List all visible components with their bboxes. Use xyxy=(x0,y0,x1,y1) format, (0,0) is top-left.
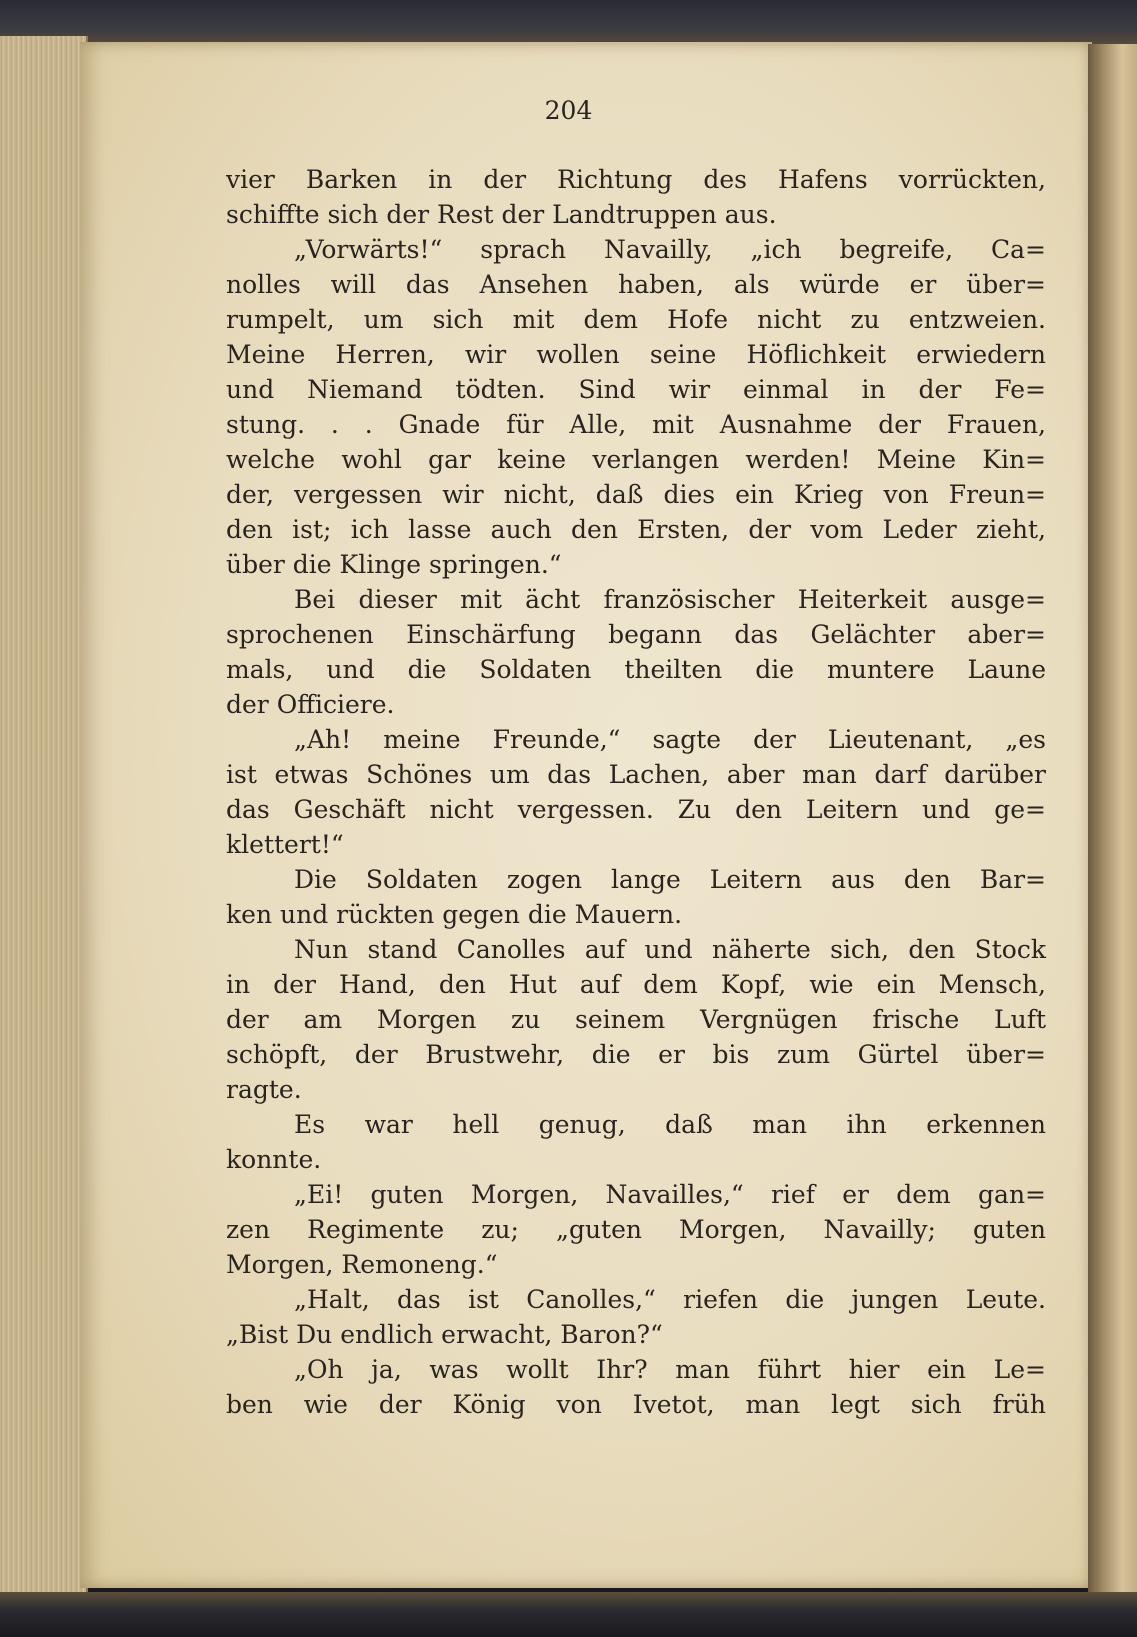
text-line: in der Hand, den Hut auf dem Kopf, wie ein Mensch, xyxy=(226,970,1046,999)
text-line: über die Klinge springen.“ xyxy=(226,550,562,579)
text-line: nolles will das Ansehen haben, als würde er über= xyxy=(226,270,1046,299)
text-line: sprochenen Einschärfung begann das Gelächter aber= xyxy=(226,620,1046,649)
text-line: stung. . . Gnade für Alle, mit Ausnahme der Frauen, xyxy=(226,410,1046,439)
text-line: Die Soldaten zogen lange Leitern aus den Bar= xyxy=(294,865,1046,894)
text-line: Bei dieser mit ächt französischer Heiterkeit ausge= xyxy=(294,585,1046,614)
text-line: der am Morgen zu seinem Vergnügen frische Luft xyxy=(226,1005,1046,1034)
text-line: und Niemand tödten. Sind wir einmal in der Fe= xyxy=(226,375,1046,404)
text-line: klettert!“ xyxy=(226,830,344,859)
text-line: zen Regimente zu; „guten Morgen, Navailly; guten xyxy=(226,1215,1046,1244)
book-bottom-edge xyxy=(0,1592,1137,1637)
text-line: Meine Herren, wir wollen seine Höflichkeit erwiedern xyxy=(226,340,1046,369)
page-stack-edge xyxy=(0,36,88,1596)
text-line: Es war hell genug, daß man ihn erkennen xyxy=(294,1110,1046,1139)
book-top-edge xyxy=(0,0,1137,46)
text-line: rumpelt, um sich mit dem Hofe nicht zu entzweien. xyxy=(226,305,1046,334)
text-line: ben wie der König von Ivetot, man legt sich früh xyxy=(226,1390,1046,1419)
text-line: „Halt, das ist Canolles,“ riefen die jungen Leute. xyxy=(294,1285,1046,1314)
next-page-edge xyxy=(1088,44,1137,1596)
text-line: ragte. xyxy=(226,1075,302,1104)
text-line: schöpft, der Brustwehr, die er bis zum Gürtel über= xyxy=(226,1040,1046,1069)
text-line: den ist; ich lasse auch den Ersten, der vom Leder zieht, xyxy=(226,515,1046,544)
text-line: „Bist Du endlich erwacht, Baron?“ xyxy=(226,1320,663,1349)
text-line: Morgen, Remoneng.“ xyxy=(226,1250,498,1279)
text-line: schiffte sich der Rest der Landtruppen aus. xyxy=(226,200,777,229)
text-line: mals, und die Soldaten theilten die muntere Laune xyxy=(226,655,1046,684)
text-line: welche wohl gar keine verlangen werden! Meine Kin= xyxy=(226,445,1046,474)
text-line: der, vergessen wir nicht, daß dies ein Krieg von Freun= xyxy=(226,480,1046,509)
text-line: „Vorwärts!“ sprach Navailly, „ich begreife, Ca= xyxy=(294,235,1046,264)
text-line: „Ei! guten Morgen, Navailles,“ rief er dem gan= xyxy=(294,1180,1046,1209)
text-line: der Officiere. xyxy=(226,690,395,719)
text-line: das Geschäft nicht vergessen. Zu den Leitern und ge= xyxy=(226,795,1046,824)
page-number: 204 xyxy=(544,96,593,125)
text-line: „Oh ja, was wollt Ihr? man führt hier ein Le= xyxy=(294,1355,1046,1384)
text-line: vier Barken in der Richtung des Hafens vorrückten, xyxy=(226,165,1046,194)
text-line: „Ah! meine Freunde,“ sagte der Lieutenant, „es xyxy=(294,725,1046,754)
text-line: ist etwas Schönes um das Lachen, aber man darf darüber xyxy=(226,760,1046,789)
body-text xyxy=(226,162,1046,1422)
text-line: Nun stand Canolles auf und näherte sich, den Stock xyxy=(294,935,1046,964)
text-line: konnte. xyxy=(226,1145,322,1174)
text-line: ken und rückten gegen die Mauern. xyxy=(226,900,683,929)
